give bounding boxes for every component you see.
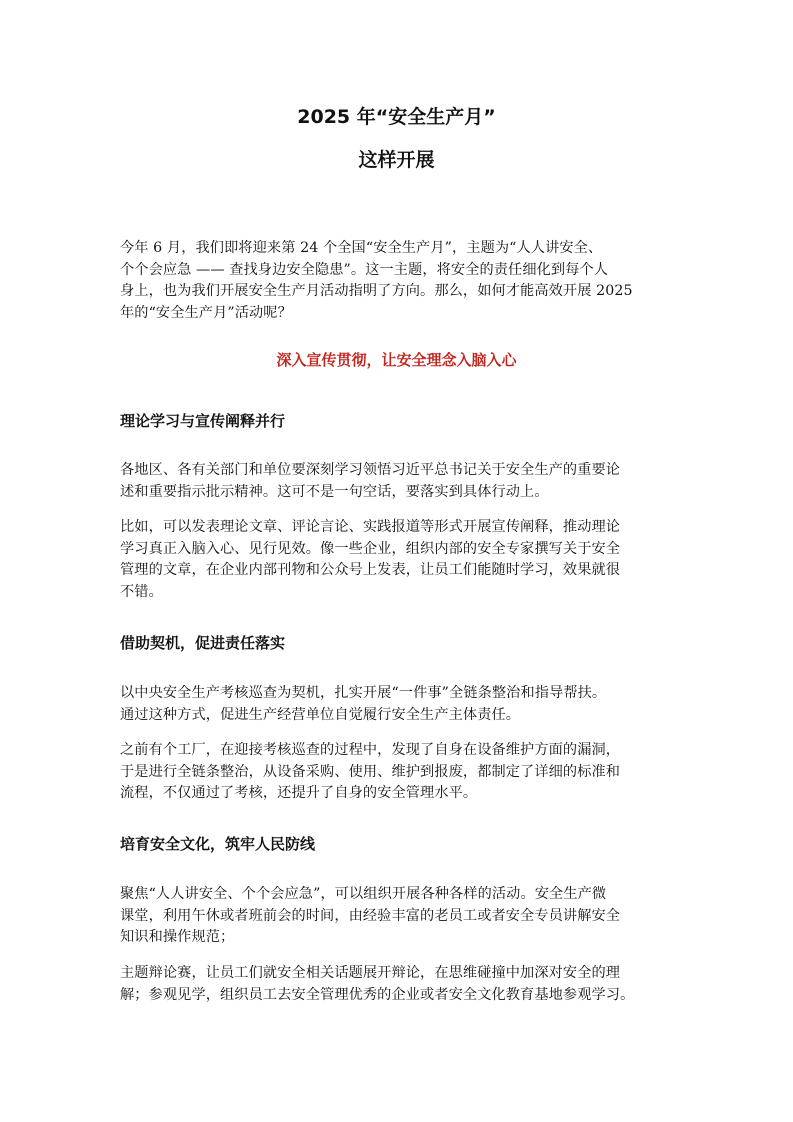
paragraph-culture-2 [120, 963, 676, 1006]
paragraph-line: 流程，不仅通过了考核，还提升了自身的安全管理水平。 [120, 785, 478, 801]
intro-paragraph [120, 238, 676, 324]
paragraph-theory-1 [120, 460, 676, 503]
paragraph-line: 课堂，利用午休或者班前会的时间，由经验丰富的老员工或者安全专员讲解安全 [120, 907, 621, 924]
document-title-line-1: 2025 年“安全生产月” [297, 106, 496, 128]
paragraph-responsibility-1 [120, 683, 676, 726]
intro-line-3: 身上，也为我们开展安全生产月活动指明了方向。那么，如何才能高效开展 2025 [120, 283, 633, 299]
paragraph-responsibility-2 [120, 740, 676, 805]
paragraph-theory-2 [120, 517, 676, 603]
paragraph-line: 学习真正入脑入心、见行见效。像一些企业，组织内部的安全专家撰写关于安全 [120, 540, 621, 557]
paragraph-line: 管理的文章，在企业内部刊物和公众号上发表，让员工们能随时学习，效果就很 [120, 562, 621, 578]
section-heading: 深入宣传贯彻，让安全理念入脑入心 [276, 351, 517, 369]
paragraph-line: 主题辩论赛，让员工们就安全相关话题展开辩论，在思维碰撞中加深对安全的理 [120, 965, 621, 981]
paragraph-line: 之前有个工厂，在迎接考核巡查的过程中，发现了自身在设备维护方面的漏洞， [120, 742, 621, 758]
document-title-line-2: 这样开展 [358, 149, 435, 171]
paragraph-line: 不错。 [120, 583, 163, 600]
paragraph-line: 以中央安全生产考核巡查为契机，扎实开展“一件事”全链条整治和指导帮扶。 [120, 685, 607, 701]
subheading-theory-study: 理论学习与宣传阐释并行 [120, 412, 286, 430]
subheading-safety-culture: 培育安全文化，筑牢人民防线 [120, 835, 316, 853]
paragraph-line: 聚焦“人人讲安全、个个会应急”，可以组织开展各种各样的活动。安全生产微 [120, 886, 607, 902]
paragraph-culture-1 [120, 884, 676, 949]
paragraph-line: 各地区、各有关部门和单位要深刻学习领悟习近平总书记关于安全生产的重要论 [120, 462, 621, 478]
paragraph-line: 述和重要指示批示精神。这可不是一句空话，要落实到具体行动上。 [120, 483, 549, 500]
subheading-responsibility: 借助契机，促进责任落实 [120, 634, 286, 652]
paragraph-line: 于是进行全链条整治，从设备采购、使用、维护到报废，都制定了详细的标准和 [120, 763, 621, 780]
paragraph-line: 比如，可以发表理论文章、评论言论、实践报道等形式开展宣传阐释，推动理论 [120, 519, 621, 535]
intro-line-2: 个个会应急 —— 查找身边安全隐患”。这一主题，将安全的责任细化到每个人 [120, 261, 609, 278]
paragraph-line: 解；参观见学，组织员工去安全管理优秀的企业或者安全文化教育基地参观学习。 [120, 986, 635, 1003]
paragraph-line: 知识和操作规范； [120, 929, 235, 945]
paragraph-line: 通过这种方式，促进生产经营单位自觉履行安全生产主体责任。 [120, 706, 521, 723]
intro-line-1: 今年 6 月，我们即将迎来第 24 个全国“安全生产月”，主题为“人人讲安全、 [120, 240, 603, 256]
intro-line-4: 年的“安全生产月”活动呢？ [120, 304, 292, 321]
